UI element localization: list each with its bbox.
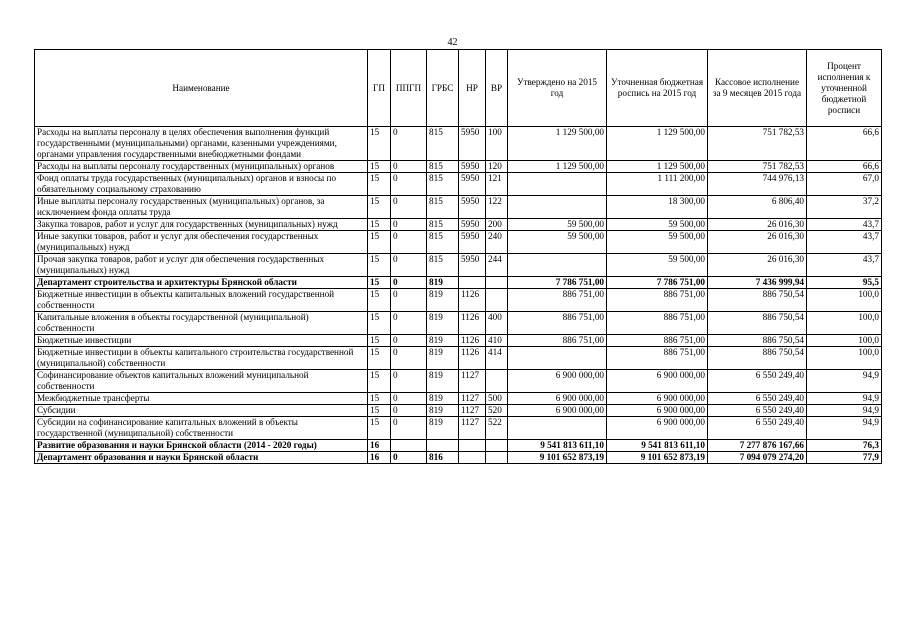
cell-vr: 522 bbox=[486, 417, 508, 440]
cell-vr: 244 bbox=[486, 254, 508, 277]
cell-ppgp: 0 bbox=[391, 127, 427, 161]
cell-vr: 200 bbox=[486, 219, 508, 231]
header-name: Наименование bbox=[35, 50, 368, 127]
cell-grbs: 815 bbox=[427, 231, 459, 254]
cell-name: Капитальные вложения в объекты государственной (муниципальной) собственности bbox=[35, 312, 368, 335]
table-row bbox=[35, 254, 882, 277]
cell-approved: 59 500,00 bbox=[508, 231, 607, 254]
cell-gp: 16 bbox=[368, 440, 391, 452]
cell-vr: 520 bbox=[486, 405, 508, 417]
cell-approved: 886 751,00 bbox=[508, 312, 607, 335]
cell-ppgp: 0 bbox=[391, 452, 427, 464]
cell-ppgp: 0 bbox=[391, 312, 427, 335]
header-approved: Утверждено на 2015 год bbox=[508, 50, 607, 127]
header-vr: ВР bbox=[486, 50, 508, 127]
cell-approved bbox=[508, 196, 607, 219]
cell-cash: 751 782,53 bbox=[708, 127, 807, 161]
cell-ppgp: 0 bbox=[391, 289, 427, 312]
cell-name: Закупка товаров, работ и услуг для государственных (муниципальных) нужд bbox=[35, 219, 368, 231]
cell-approved: 9 541 813 611,10 bbox=[508, 440, 607, 452]
cell-cash: 7 094 079 274,20 bbox=[708, 452, 807, 464]
cell-percent: 100,0 bbox=[807, 347, 882, 370]
cell-np: 5950 bbox=[459, 254, 486, 277]
cell-vr bbox=[486, 452, 508, 464]
cell-cash: 26 016,30 bbox=[708, 231, 807, 254]
cell-cash: 744 976,13 bbox=[708, 173, 807, 196]
cell-vr bbox=[486, 370, 508, 393]
cell-gp: 15 bbox=[368, 219, 391, 231]
cell-revised: 59 500,00 bbox=[607, 254, 708, 277]
cell-ppgp bbox=[391, 440, 427, 452]
cell-grbs: 819 bbox=[427, 289, 459, 312]
table-row bbox=[35, 347, 882, 370]
cell-approved: 1 129 500,00 bbox=[508, 161, 607, 173]
cell-vr: 500 bbox=[486, 393, 508, 405]
cell-revised: 7 786 751,00 bbox=[607, 277, 708, 289]
cell-np: 1126 bbox=[459, 347, 486, 370]
cell-grbs: 815 bbox=[427, 173, 459, 196]
cell-cash: 6 550 249,40 bbox=[708, 417, 807, 440]
cell-np: 1127 bbox=[459, 417, 486, 440]
cell-approved: 6 900 000,00 bbox=[508, 393, 607, 405]
cell-name: Фонд оплаты труда государственных (муниципальных) органов и взносы по обязательному социальному страхованию bbox=[35, 173, 368, 196]
cell-grbs: 819 bbox=[427, 347, 459, 370]
cell-approved bbox=[508, 173, 607, 196]
cell-grbs: 815 bbox=[427, 254, 459, 277]
cell-ppgp: 0 bbox=[391, 219, 427, 231]
cell-revised: 6 900 000,00 bbox=[607, 370, 708, 393]
cell-revised: 59 500,00 bbox=[607, 231, 708, 254]
cell-cash: 751 782,53 bbox=[708, 161, 807, 173]
cell-percent: 76,3 bbox=[807, 440, 882, 452]
cell-ppgp: 0 bbox=[391, 417, 427, 440]
cell-cash: 886 750,54 bbox=[708, 347, 807, 370]
cell-gp: 15 bbox=[368, 231, 391, 254]
cell-approved: 886 751,00 bbox=[508, 289, 607, 312]
cell-gp: 15 bbox=[368, 254, 391, 277]
cell-gp: 15 bbox=[368, 289, 391, 312]
cell-name: Прочая закупка товаров, работ и услуг для обеспечения государственных (муниципальных) нужд bbox=[35, 254, 368, 277]
cell-percent: 94,9 bbox=[807, 370, 882, 393]
cell-vr: 100 bbox=[486, 127, 508, 161]
cell-cash: 886 750,54 bbox=[708, 335, 807, 347]
cell-name: Департамент строительства и архитектуры Брянской области bbox=[35, 277, 368, 289]
cell-ppgp: 0 bbox=[391, 277, 427, 289]
cell-ppgp: 0 bbox=[391, 405, 427, 417]
cell-revised: 18 300,00 bbox=[607, 196, 708, 219]
cell-name: Субсидии на софинансирование капитальных вложений в объекты государственной (муниципальной) собственности bbox=[35, 417, 368, 440]
table-row bbox=[35, 335, 882, 347]
cell-gp: 15 bbox=[368, 405, 391, 417]
table-row bbox=[35, 231, 882, 254]
cell-name: Расходы на выплаты персоналу государственных (муниципальных) органов bbox=[35, 161, 368, 173]
cell-revised: 9 101 652 873,19 bbox=[607, 452, 708, 464]
cell-cash: 26 016,30 bbox=[708, 254, 807, 277]
header-cash: Кассовое исполнение за 9 месяцев 2015 года bbox=[708, 50, 807, 127]
cell-ppgp: 0 bbox=[391, 393, 427, 405]
cell-grbs: 819 bbox=[427, 312, 459, 335]
cell-ppgp: 0 bbox=[391, 347, 427, 370]
cell-revised: 9 541 813 611,10 bbox=[607, 440, 708, 452]
cell-percent: 37,2 bbox=[807, 196, 882, 219]
cell-approved bbox=[508, 347, 607, 370]
cell-np bbox=[459, 452, 486, 464]
cell-gp: 15 bbox=[368, 161, 391, 173]
cell-np: 5950 bbox=[459, 161, 486, 173]
cell-approved: 6 900 000,00 bbox=[508, 370, 607, 393]
table-row bbox=[35, 289, 882, 312]
header-revised: Уточненная бюджетная роспись на 2015 год bbox=[607, 50, 708, 127]
cell-np: 1127 bbox=[459, 405, 486, 417]
cell-revised: 1 129 500,00 bbox=[607, 161, 708, 173]
cell-ppgp: 0 bbox=[391, 254, 427, 277]
cell-vr: 122 bbox=[486, 196, 508, 219]
cell-cash: 26 016,30 bbox=[708, 219, 807, 231]
cell-vr: 121 bbox=[486, 173, 508, 196]
cell-revised: 1 129 500,00 bbox=[607, 127, 708, 161]
cell-ppgp: 0 bbox=[391, 370, 427, 393]
cell-grbs: 815 bbox=[427, 161, 459, 173]
cell-percent: 94,9 bbox=[807, 393, 882, 405]
cell-np: 1127 bbox=[459, 393, 486, 405]
table-row bbox=[35, 173, 882, 196]
cell-name: Бюджетные инвестиции в объекты капитальных вложений государственной собственности bbox=[35, 289, 368, 312]
table-row bbox=[35, 393, 882, 405]
cell-np: 5950 bbox=[459, 219, 486, 231]
cell-np: 5950 bbox=[459, 127, 486, 161]
cell-np: 1127 bbox=[459, 370, 486, 393]
cell-grbs: 815 bbox=[427, 196, 459, 219]
cell-name: Бюджетные инвестиции bbox=[35, 335, 368, 347]
cell-vr bbox=[486, 289, 508, 312]
cell-np: 1126 bbox=[459, 289, 486, 312]
cell-revised: 59 500,00 bbox=[607, 219, 708, 231]
table-row bbox=[35, 277, 882, 289]
cell-ppgp: 0 bbox=[391, 231, 427, 254]
cell-approved: 59 500,00 bbox=[508, 219, 607, 231]
table-row bbox=[35, 440, 882, 452]
cell-ppgp: 0 bbox=[391, 335, 427, 347]
header-ppgp: ППГП bbox=[391, 50, 427, 127]
cell-revised: 886 751,00 bbox=[607, 347, 708, 370]
cell-revised: 886 751,00 bbox=[607, 335, 708, 347]
cell-revised: 886 751,00 bbox=[607, 289, 708, 312]
cell-np: 5950 bbox=[459, 173, 486, 196]
cell-grbs: 819 bbox=[427, 370, 459, 393]
cell-grbs: 819 bbox=[427, 405, 459, 417]
cell-name: Расходы на выплаты персоналу в целях обеспечения выполнения функций государственными (муниципальными) органами, казенными учреждениями, органами управления государственными внебюджетными фондами bbox=[35, 127, 368, 161]
cell-revised: 6 900 000,00 bbox=[607, 417, 708, 440]
cell-cash: 7 436 999,94 bbox=[708, 277, 807, 289]
table-row bbox=[35, 127, 882, 161]
cell-approved: 886 751,00 bbox=[508, 335, 607, 347]
cell-approved: 9 101 652 873,19 bbox=[508, 452, 607, 464]
cell-grbs: 819 bbox=[427, 393, 459, 405]
budget-table bbox=[34, 49, 882, 464]
cell-gp: 15 bbox=[368, 370, 391, 393]
cell-percent: 100,0 bbox=[807, 335, 882, 347]
table-row bbox=[35, 452, 882, 464]
cell-revised: 1 111 200,00 bbox=[607, 173, 708, 196]
cell-vr: 240 bbox=[486, 231, 508, 254]
cell-percent: 100,0 bbox=[807, 312, 882, 335]
cell-cash: 886 750,54 bbox=[708, 289, 807, 312]
cell-grbs: 815 bbox=[427, 219, 459, 231]
cell-percent: 100,0 bbox=[807, 289, 882, 312]
cell-name: Иные закупки товаров, работ и услуг для обеспечения государственных (муниципальных) нужд bbox=[35, 231, 368, 254]
cell-grbs: 819 bbox=[427, 417, 459, 440]
cell-cash: 6 550 249,40 bbox=[708, 393, 807, 405]
cell-name: Департамент образования и науки Брянской области bbox=[35, 452, 368, 464]
cell-name: Межбюджетные трансферты bbox=[35, 393, 368, 405]
cell-percent: 43,7 bbox=[807, 219, 882, 231]
cell-grbs: 819 bbox=[427, 277, 459, 289]
cell-cash: 6 550 249,40 bbox=[708, 405, 807, 417]
cell-gp: 15 bbox=[368, 196, 391, 219]
table-row bbox=[35, 161, 882, 173]
cell-cash: 886 750,54 bbox=[708, 312, 807, 335]
cell-percent: 95,5 bbox=[807, 277, 882, 289]
cell-approved: 7 786 751,00 bbox=[508, 277, 607, 289]
table-row bbox=[35, 196, 882, 219]
cell-name: Иные выплаты персоналу государственных (муниципальных) органов, за исключением фонда оплаты труда bbox=[35, 196, 368, 219]
cell-gp: 15 bbox=[368, 127, 391, 161]
cell-name: Бюджетные инвестиции в объекты капитального строительства государственной (муниципальной) собственности bbox=[35, 347, 368, 370]
cell-np bbox=[459, 440, 486, 452]
cell-percent: 77,9 bbox=[807, 452, 882, 464]
cell-vr: 414 bbox=[486, 347, 508, 370]
cell-revised: 6 900 000,00 bbox=[607, 393, 708, 405]
cell-revised: 6 900 000,00 bbox=[607, 405, 708, 417]
cell-percent: 94,9 bbox=[807, 417, 882, 440]
cell-approved bbox=[508, 417, 607, 440]
cell-np: 1126 bbox=[459, 335, 486, 347]
header-np: НР bbox=[459, 50, 486, 127]
cell-ppgp: 0 bbox=[391, 161, 427, 173]
cell-grbs: 819 bbox=[427, 335, 459, 347]
cell-percent: 66,6 bbox=[807, 127, 882, 161]
cell-gp: 16 bbox=[368, 452, 391, 464]
cell-gp: 15 bbox=[368, 393, 391, 405]
cell-vr: 410 bbox=[486, 335, 508, 347]
cell-gp: 15 bbox=[368, 417, 391, 440]
cell-grbs bbox=[427, 440, 459, 452]
cell-cash: 7 277 876 167,66 bbox=[708, 440, 807, 452]
cell-np: 5950 bbox=[459, 231, 486, 254]
cell-percent: 94,9 bbox=[807, 405, 882, 417]
cell-name: Развитие образования и науки Брянской области (2014 - 2020 годы) bbox=[35, 440, 368, 452]
cell-vr bbox=[486, 277, 508, 289]
cell-percent: 43,7 bbox=[807, 254, 882, 277]
cell-gp: 15 bbox=[368, 173, 391, 196]
table-row bbox=[35, 219, 882, 231]
cell-grbs: 815 bbox=[427, 127, 459, 161]
cell-percent: 43,7 bbox=[807, 231, 882, 254]
table-row bbox=[35, 312, 882, 335]
cell-approved bbox=[508, 254, 607, 277]
cell-name: Субсидии bbox=[35, 405, 368, 417]
cell-approved: 6 900 000,00 bbox=[508, 405, 607, 417]
cell-np: 1126 bbox=[459, 312, 486, 335]
cell-name: Софинансирование объектов капитальных вложений муниципальной собственности bbox=[35, 370, 368, 393]
table-row bbox=[35, 405, 882, 417]
header-gp: ГП bbox=[368, 50, 391, 127]
cell-np: 5950 bbox=[459, 196, 486, 219]
header-grbs: ГРБС bbox=[427, 50, 459, 127]
header-percent: Процент исполнения к уточненной бюджетной росписи bbox=[807, 50, 882, 127]
cell-vr bbox=[486, 440, 508, 452]
cell-percent: 67,0 bbox=[807, 173, 882, 196]
cell-percent: 66,6 bbox=[807, 161, 882, 173]
cell-np bbox=[459, 277, 486, 289]
cell-gp: 15 bbox=[368, 312, 391, 335]
table-row bbox=[35, 417, 882, 440]
cell-approved: 1 129 500,00 bbox=[508, 127, 607, 161]
cell-grbs: 816 bbox=[427, 452, 459, 464]
header-row bbox=[35, 50, 882, 127]
cell-ppgp: 0 bbox=[391, 196, 427, 219]
cell-gp: 15 bbox=[368, 347, 391, 370]
cell-cash: 6 806,40 bbox=[708, 196, 807, 219]
cell-ppgp: 0 bbox=[391, 173, 427, 196]
page-number: 42 bbox=[447, 37, 458, 48]
cell-gp: 15 bbox=[368, 277, 391, 289]
cell-cash: 6 550 249,40 bbox=[708, 370, 807, 393]
cell-revised: 886 751,00 bbox=[607, 312, 708, 335]
table-row bbox=[35, 370, 882, 393]
cell-gp: 15 bbox=[368, 335, 391, 347]
cell-vr: 120 bbox=[486, 161, 508, 173]
cell-vr: 400 bbox=[486, 312, 508, 335]
